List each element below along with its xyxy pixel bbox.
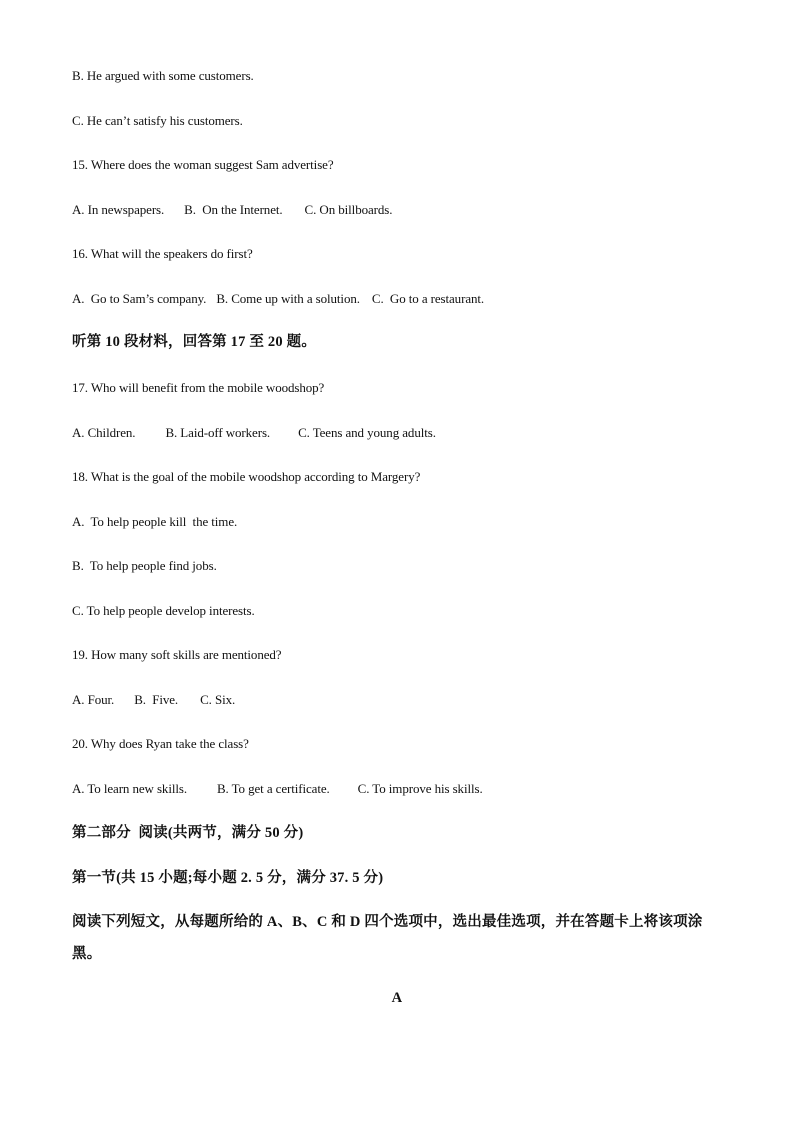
q17-options	[72, 425, 436, 441]
q20-option-c: C. To improve his skills.	[357, 781, 483, 796]
q16-option-c: C. Go to a restaurant.	[371, 291, 485, 306]
q19-option-a: A. Four.	[72, 692, 115, 707]
q17-option-b: B. Laid-off workers.	[165, 425, 271, 440]
q17-option-a: A. Children.	[72, 425, 136, 440]
q16-options	[72, 291, 484, 307]
q19-option-b: B. Five.	[134, 692, 179, 707]
section-10-heading: 听第 10 段材料，回答第 17 至 20 题。	[72, 334, 317, 350]
q15-option-b: B. On the Internet.	[184, 202, 283, 217]
q14-option-c: C. He can’t satisfy his customers.	[72, 113, 243, 128]
q20-options	[72, 781, 483, 797]
q15-option-c: C. On billboards.	[304, 202, 393, 217]
q18-question: 18. What is the goal of the mobile woodshop according to Margery?	[72, 469, 421, 484]
q20-option-a: A. To learn new skills.	[72, 781, 187, 796]
q17-option-c: C. Teens and young adults.	[298, 425, 436, 440]
q16-option-a: A. Go to Sam’s company.	[72, 291, 207, 306]
q15-options	[72, 202, 392, 218]
q20-option-b: B. To get a certificate.	[216, 781, 330, 796]
q18-option-a: A. To help people kill the time.	[72, 514, 238, 529]
passage-label: A	[391, 990, 403, 1006]
q16-option-b: B. Come up with a solution.	[216, 291, 360, 306]
part-2-heading: 第二部分 阅读(共两节，满分 50 分)	[72, 825, 304, 841]
q20-question: 20. Why does Ryan take the class?	[72, 736, 249, 751]
q18-option-b: B. To help people find jobs.	[72, 558, 217, 573]
q17-question: 17. Who will benefit from the mobile woodshop?	[72, 380, 325, 395]
q18-option-c: C. To help people develop interests.	[72, 603, 255, 618]
q16-question: 16. What will the speakers do first?	[72, 246, 253, 261]
q15-question: 15. Where does the woman suggest Sam advertise?	[72, 157, 334, 172]
section-1-heading: 第一节(共 15 小题;每小题 2. 5 分，满分 37. 5 分)	[72, 870, 384, 886]
q15-option-a: A. In newspapers.	[72, 202, 165, 217]
reading-instructions: 阅读下列短文，从每题所给的 A、B、C 和 D 四个选项中，选出最佳选项，并在答题卡上将该项涂黑。	[72, 914, 703, 962]
q19-option-c: C. Six.	[200, 692, 236, 707]
q19-options	[72, 692, 235, 708]
q19-question: 19. How many soft skills are mentioned?	[72, 647, 282, 662]
q14-option-b: B. He argued with some customers.	[72, 68, 254, 83]
